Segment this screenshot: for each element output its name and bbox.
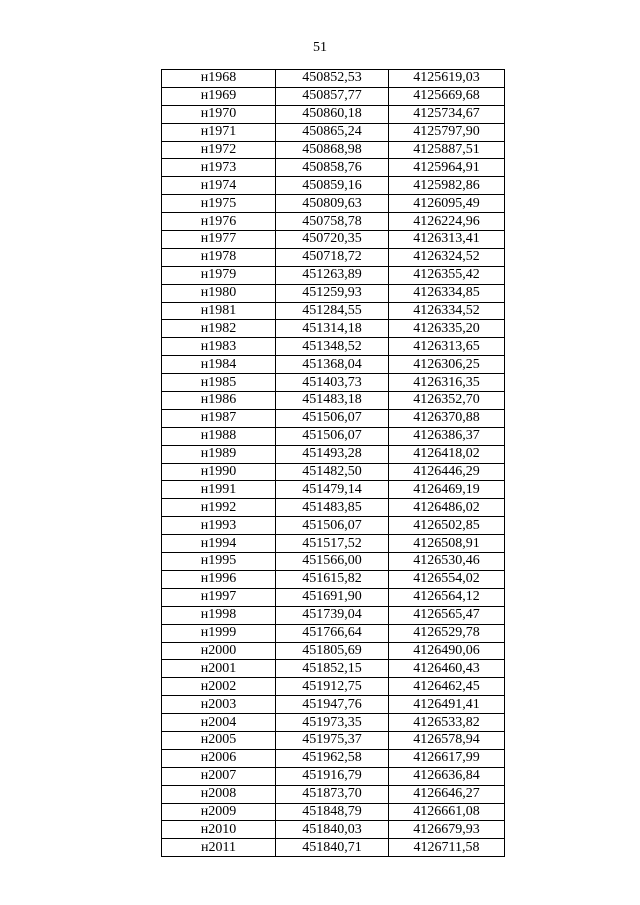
y-coordinate-cell: 4126306,25 bbox=[389, 356, 505, 374]
y-coordinate-cell: 4126661,08 bbox=[389, 803, 505, 821]
point-id-cell: н1979 bbox=[162, 266, 276, 284]
y-coordinate-cell: 4126711,58 bbox=[389, 839, 505, 857]
point-id-cell: н1972 bbox=[162, 141, 276, 159]
y-coordinate-cell: 4126418,02 bbox=[389, 445, 505, 463]
y-coordinate-cell: 4126313,41 bbox=[389, 231, 505, 249]
table-row bbox=[162, 499, 505, 517]
x-coordinate-cell: 451566,00 bbox=[276, 553, 389, 571]
x-coordinate-cell: 450758,78 bbox=[276, 213, 389, 231]
x-coordinate-cell: 451259,93 bbox=[276, 284, 389, 302]
table-row bbox=[162, 338, 505, 356]
x-coordinate-cell: 450860,18 bbox=[276, 105, 389, 123]
table-row bbox=[162, 284, 505, 302]
x-coordinate-cell: 451848,79 bbox=[276, 803, 389, 821]
page-number: 51 bbox=[313, 40, 327, 55]
point-id-cell: н2008 bbox=[162, 785, 276, 803]
y-coordinate-cell: 4126313,65 bbox=[389, 338, 505, 356]
y-coordinate-cell: 4126530,46 bbox=[389, 553, 505, 571]
y-coordinate-cell: 4126386,37 bbox=[389, 427, 505, 445]
point-id-cell: н1971 bbox=[162, 123, 276, 141]
table-row bbox=[162, 374, 505, 392]
y-coordinate-cell: 4125619,03 bbox=[389, 70, 505, 88]
point-id-cell: н1990 bbox=[162, 463, 276, 481]
x-coordinate-cell: 451506,07 bbox=[276, 517, 389, 535]
x-coordinate-cell: 451873,70 bbox=[276, 785, 389, 803]
point-id-cell: н2004 bbox=[162, 714, 276, 732]
table-row bbox=[162, 660, 505, 678]
x-coordinate-cell: 451916,79 bbox=[276, 767, 389, 785]
table-row bbox=[162, 785, 505, 803]
table-row bbox=[162, 714, 505, 732]
y-coordinate-cell: 4126316,35 bbox=[389, 374, 505, 392]
table-row bbox=[162, 248, 505, 266]
y-coordinate-cell: 4125669,68 bbox=[389, 87, 505, 105]
y-coordinate-cell: 4125982,86 bbox=[389, 177, 505, 195]
point-id-cell: н1991 bbox=[162, 481, 276, 499]
x-coordinate-cell: 451691,90 bbox=[276, 588, 389, 606]
y-coordinate-cell: 4126462,45 bbox=[389, 678, 505, 696]
point-id-cell: н1985 bbox=[162, 374, 276, 392]
table-row bbox=[162, 481, 505, 499]
y-coordinate-cell: 4126565,47 bbox=[389, 606, 505, 624]
x-coordinate-cell: 450858,76 bbox=[276, 159, 389, 177]
table-row bbox=[162, 177, 505, 195]
table-row bbox=[162, 409, 505, 427]
x-coordinate-cell: 451962,58 bbox=[276, 749, 389, 767]
y-coordinate-cell: 4126352,70 bbox=[389, 392, 505, 410]
y-coordinate-cell: 4126646,27 bbox=[389, 785, 505, 803]
point-id-cell: н2006 bbox=[162, 749, 276, 767]
point-id-cell: н1984 bbox=[162, 356, 276, 374]
x-coordinate-cell: 451766,64 bbox=[276, 624, 389, 642]
table-row bbox=[162, 123, 505, 141]
y-coordinate-cell: 4126224,96 bbox=[389, 213, 505, 231]
x-coordinate-cell: 450809,63 bbox=[276, 195, 389, 213]
x-coordinate-cell: 451348,52 bbox=[276, 338, 389, 356]
point-id-cell: н1973 bbox=[162, 159, 276, 177]
table-row bbox=[162, 320, 505, 338]
y-coordinate-cell: 4126491,41 bbox=[389, 696, 505, 714]
x-coordinate-cell: 451403,73 bbox=[276, 374, 389, 392]
y-coordinate-cell: 4125964,91 bbox=[389, 159, 505, 177]
x-coordinate-cell: 451368,04 bbox=[276, 356, 389, 374]
y-coordinate-cell: 4126502,85 bbox=[389, 517, 505, 535]
coordinates-table-body bbox=[162, 70, 505, 857]
table-row bbox=[162, 553, 505, 571]
y-coordinate-cell: 4126490,06 bbox=[389, 642, 505, 660]
y-coordinate-cell: 4126617,99 bbox=[389, 749, 505, 767]
table-row bbox=[162, 356, 505, 374]
y-coordinate-cell: 4126469,19 bbox=[389, 481, 505, 499]
coordinates-table bbox=[161, 69, 505, 857]
point-id-cell: н2001 bbox=[162, 660, 276, 678]
y-coordinate-cell: 4126679,93 bbox=[389, 821, 505, 839]
point-id-cell: н1969 bbox=[162, 87, 276, 105]
point-id-cell: н1989 bbox=[162, 445, 276, 463]
table-row bbox=[162, 803, 505, 821]
x-coordinate-cell: 450868,98 bbox=[276, 141, 389, 159]
x-coordinate-cell: 451840,71 bbox=[276, 839, 389, 857]
x-coordinate-cell: 451263,89 bbox=[276, 266, 389, 284]
x-coordinate-cell: 451975,37 bbox=[276, 731, 389, 749]
table-row bbox=[162, 624, 505, 642]
y-coordinate-cell: 4126554,02 bbox=[389, 570, 505, 588]
point-id-cell: н2000 bbox=[162, 642, 276, 660]
point-id-cell: н1998 bbox=[162, 606, 276, 624]
table-row bbox=[162, 678, 505, 696]
x-coordinate-cell: 451479,14 bbox=[276, 481, 389, 499]
table-row bbox=[162, 87, 505, 105]
point-id-cell: н2009 bbox=[162, 803, 276, 821]
point-id-cell: н1996 bbox=[162, 570, 276, 588]
x-coordinate-cell: 451947,76 bbox=[276, 696, 389, 714]
point-id-cell: н1974 bbox=[162, 177, 276, 195]
x-coordinate-cell: 450859,16 bbox=[276, 177, 389, 195]
table-row bbox=[162, 427, 505, 445]
table-row bbox=[162, 463, 505, 481]
table-row bbox=[162, 517, 505, 535]
table-row bbox=[162, 392, 505, 410]
point-id-cell: н1994 bbox=[162, 535, 276, 553]
x-coordinate-cell: 451284,55 bbox=[276, 302, 389, 320]
point-id-cell: н1992 bbox=[162, 499, 276, 517]
table-row bbox=[162, 588, 505, 606]
point-id-cell: н1988 bbox=[162, 427, 276, 445]
x-coordinate-cell: 451840,03 bbox=[276, 821, 389, 839]
x-coordinate-cell: 451973,35 bbox=[276, 714, 389, 732]
y-coordinate-cell: 4126460,43 bbox=[389, 660, 505, 678]
point-id-cell: н2002 bbox=[162, 678, 276, 696]
x-coordinate-cell: 451912,75 bbox=[276, 678, 389, 696]
point-id-cell: н2007 bbox=[162, 767, 276, 785]
x-coordinate-cell: 451314,18 bbox=[276, 320, 389, 338]
point-id-cell: н1987 bbox=[162, 409, 276, 427]
table-row bbox=[162, 445, 505, 463]
y-coordinate-cell: 4126533,82 bbox=[389, 714, 505, 732]
point-id-cell: н2010 bbox=[162, 821, 276, 839]
point-id-cell: н1986 bbox=[162, 392, 276, 410]
point-id-cell: н1982 bbox=[162, 320, 276, 338]
table-row bbox=[162, 731, 505, 749]
x-coordinate-cell: 451739,04 bbox=[276, 606, 389, 624]
x-coordinate-cell: 451482,50 bbox=[276, 463, 389, 481]
point-id-cell: н1975 bbox=[162, 195, 276, 213]
x-coordinate-cell: 451615,82 bbox=[276, 570, 389, 588]
x-coordinate-cell: 450720,35 bbox=[276, 231, 389, 249]
x-coordinate-cell: 451493,28 bbox=[276, 445, 389, 463]
point-id-cell: н1968 bbox=[162, 70, 276, 88]
x-coordinate-cell: 451805,69 bbox=[276, 642, 389, 660]
point-id-cell: н1997 bbox=[162, 588, 276, 606]
y-coordinate-cell: 4126370,88 bbox=[389, 409, 505, 427]
table-row bbox=[162, 606, 505, 624]
table-row bbox=[162, 535, 505, 553]
y-coordinate-cell: 4126335,20 bbox=[389, 320, 505, 338]
y-coordinate-cell: 4126578,94 bbox=[389, 731, 505, 749]
point-id-cell: н1976 bbox=[162, 213, 276, 231]
y-coordinate-cell: 4126446,29 bbox=[389, 463, 505, 481]
table-row bbox=[162, 159, 505, 177]
table-row bbox=[162, 195, 505, 213]
table-row bbox=[162, 696, 505, 714]
y-coordinate-cell: 4126564,12 bbox=[389, 588, 505, 606]
point-id-cell: н2005 bbox=[162, 731, 276, 749]
x-coordinate-cell: 451483,85 bbox=[276, 499, 389, 517]
point-id-cell: н1978 bbox=[162, 248, 276, 266]
point-id-cell: н1983 bbox=[162, 338, 276, 356]
table-row bbox=[162, 213, 505, 231]
table-row bbox=[162, 105, 505, 123]
x-coordinate-cell: 451506,07 bbox=[276, 409, 389, 427]
x-coordinate-cell: 450852,53 bbox=[276, 70, 389, 88]
point-id-cell: н1980 bbox=[162, 284, 276, 302]
y-coordinate-cell: 4126636,84 bbox=[389, 767, 505, 785]
table-row bbox=[162, 821, 505, 839]
y-coordinate-cell: 4125797,90 bbox=[389, 123, 505, 141]
y-coordinate-cell: 4125734,67 bbox=[389, 105, 505, 123]
y-coordinate-cell: 4126508,91 bbox=[389, 535, 505, 553]
point-id-cell: н1977 bbox=[162, 231, 276, 249]
table-row bbox=[162, 231, 505, 249]
table-row bbox=[162, 767, 505, 785]
table-row bbox=[162, 70, 505, 88]
table-row bbox=[162, 266, 505, 284]
y-coordinate-cell: 4126324,52 bbox=[389, 248, 505, 266]
table-row bbox=[162, 749, 505, 767]
y-coordinate-cell: 4126486,02 bbox=[389, 499, 505, 517]
x-coordinate-cell: 451506,07 bbox=[276, 427, 389, 445]
table-row bbox=[162, 570, 505, 588]
x-coordinate-cell: 450865,24 bbox=[276, 123, 389, 141]
table-row bbox=[162, 302, 505, 320]
table-row bbox=[162, 141, 505, 159]
y-coordinate-cell: 4125887,51 bbox=[389, 141, 505, 159]
table-row bbox=[162, 642, 505, 660]
y-coordinate-cell: 4126334,85 bbox=[389, 284, 505, 302]
point-id-cell: н1970 bbox=[162, 105, 276, 123]
y-coordinate-cell: 4126355,42 bbox=[389, 266, 505, 284]
x-coordinate-cell: 450857,77 bbox=[276, 87, 389, 105]
x-coordinate-cell: 451852,15 bbox=[276, 660, 389, 678]
table-row bbox=[162, 839, 505, 857]
y-coordinate-cell: 4126529,78 bbox=[389, 624, 505, 642]
point-id-cell: н1995 bbox=[162, 553, 276, 571]
point-id-cell: н2011 bbox=[162, 839, 276, 857]
x-coordinate-cell: 450718,72 bbox=[276, 248, 389, 266]
point-id-cell: н2003 bbox=[162, 696, 276, 714]
x-coordinate-cell: 451483,18 bbox=[276, 392, 389, 410]
y-coordinate-cell: 4126334,52 bbox=[389, 302, 505, 320]
point-id-cell: н1993 bbox=[162, 517, 276, 535]
point-id-cell: н1999 bbox=[162, 624, 276, 642]
y-coordinate-cell: 4126095,49 bbox=[389, 195, 505, 213]
x-coordinate-cell: 451517,52 bbox=[276, 535, 389, 553]
point-id-cell: н1981 bbox=[162, 302, 276, 320]
